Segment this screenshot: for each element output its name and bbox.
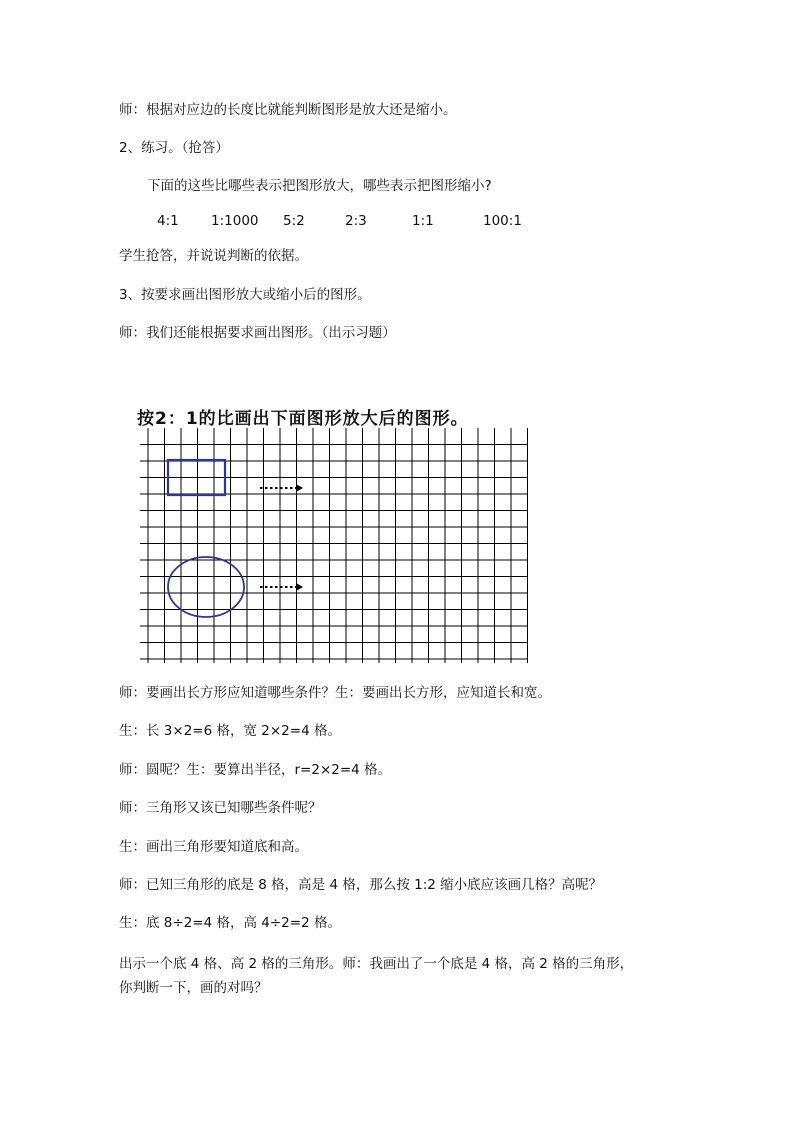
paragraph-teacher-circle: 师：圆呢？生：要算出半径，r=2×2=4 格。 xyxy=(119,762,392,778)
grid-figure xyxy=(140,428,532,668)
paragraph-teacher-scale-down: 师：已知三角形的底是 8 格，高是 4 格，那么按 1:2 缩小底应该画几格？高呢？ xyxy=(119,877,603,893)
ratio-item: 1:1000 xyxy=(211,213,259,229)
paragraph-teacher-show-exercise: 师：我们还能根据要求画出图形。（出示习题） xyxy=(119,325,396,341)
ratio-item: 4:1 xyxy=(157,213,179,229)
ratio-item: 100:1 xyxy=(483,213,522,229)
paragraph-judge-drawing: 你判断一下，画的对吗？ xyxy=(119,980,268,996)
paragraph-student-scale-down: 生：底 8÷2=4 格，高 4÷2=2 格。 xyxy=(119,915,341,931)
paragraph-teacher-triangle: 师：三角形又该已知哪些条件呢？ xyxy=(119,800,322,816)
grid-lines xyxy=(140,428,528,663)
paragraph-students-answer: 学生抢答，并说说判断的依据。 xyxy=(119,248,308,264)
ratio-item: 2:3 xyxy=(345,213,367,229)
paragraph-draw-heading: 3、按要求画出图形放大或缩小后的图形。 xyxy=(119,287,371,303)
ratio-item: 1:1 xyxy=(412,213,434,229)
ratio-list xyxy=(0,212,794,230)
arrow-circle xyxy=(260,583,303,591)
paragraph-show-triangle: 出示一个底 4 格、高 2 格的三角形。师：我画出了一个底是 4 格，高 2 格的三角形， xyxy=(119,956,634,972)
paragraph-student-triangle: 生：画出三角形要知道底和高。 xyxy=(119,839,308,855)
exercise-title: 按2：1的比画出下面图形放大后的图形。 xyxy=(137,409,469,429)
paragraph-teacher-rectangle: 师：要画出长方形应知道哪些条件？生：要画出长方形，应知道长和宽。 xyxy=(119,685,551,701)
paragraph-teacher-ratio-judge: 师：根据对应边的长度比就能判断图形是放大还是缩小。 xyxy=(119,102,457,118)
paragraph-practice-heading: 2、练习。（抢答） xyxy=(119,140,229,156)
paragraph-question: 下面的这些比哪些表示把图形放大，哪些表示把图形缩小? xyxy=(147,178,492,194)
circle-shape xyxy=(168,557,244,617)
paragraph-student-rectangle: 生：长 3×2=6 格，宽 2×2=4 格。 xyxy=(119,723,341,739)
ratio-item: 5:2 xyxy=(283,213,305,229)
arrow-rectangle xyxy=(260,484,303,492)
